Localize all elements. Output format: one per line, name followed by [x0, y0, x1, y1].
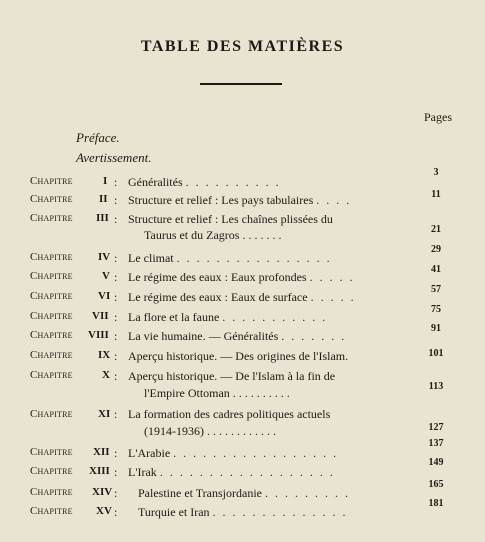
chapter-title: [128, 251, 332, 266]
chapter-number: VI: [98, 290, 111, 302]
toc-entry: [0, 349, 485, 365]
chapter-title: Aperçu historique. — De l'Islam à la fin de: [128, 369, 336, 383]
chapter-number: XI: [98, 408, 111, 420]
leader-dots: . . . . . . .: [281, 329, 347, 343]
page-number: 101: [428, 348, 444, 359]
chapter-title-text: Le climat: [128, 251, 174, 265]
chapter-title: [138, 505, 348, 520]
toc-entry: [0, 212, 485, 246]
chapter-number: XIV: [92, 486, 113, 498]
chapter-title: Structure et relief : Les chaînes plissées du: [128, 212, 333, 226]
chapter-title: [128, 349, 350, 364]
colon: :: [114, 290, 118, 304]
page-number: 29: [431, 244, 441, 255]
chapter-title-text: Palestine et Transjordanie: [138, 486, 262, 500]
chapter-label: Chapitre: [30, 290, 73, 302]
toc-entry: [0, 407, 485, 441]
chapter-number: VII: [92, 310, 109, 322]
toc-entry: [0, 189, 485, 209]
chapter-number: X: [102, 369, 110, 381]
toc-entry: [0, 323, 485, 345]
toc-entry: [0, 244, 485, 267]
toc-entry: [0, 284, 485, 306]
chapter-label: Chapitre: [30, 446, 73, 458]
chapter-title-text: La vie humaine. — Généralités: [128, 329, 279, 343]
colon: :: [114, 329, 118, 343]
chapter-title-text: Turquie et Iran: [138, 505, 210, 519]
chapter-title: [128, 446, 338, 461]
chapter-number: II: [99, 193, 108, 205]
pages-column-header: Pages: [424, 110, 452, 124]
chapter-title-continued: Taurus et du Zagros . . . . . . .: [144, 228, 282, 242]
title-rule: [200, 83, 282, 85]
front-matter-preface: Préface.: [76, 130, 120, 145]
chapter-title-text: Structure et relief : Les pays tabulaires: [128, 193, 314, 207]
colon: :: [114, 446, 118, 460]
colon: :: [114, 212, 118, 226]
chapter-number: III: [96, 212, 109, 224]
leader-dots: . . . . . . . . .: [264, 486, 350, 500]
chapter-title-text: Aperçu historique. — Des origines de l'Islam: [128, 349, 346, 363]
chapter-label: Chapitre: [30, 408, 73, 420]
chapter-number: IV: [98, 251, 111, 263]
chapter-label: Chapitre: [30, 505, 73, 517]
chapter-title: [128, 329, 346, 344]
chapter-label: Chapitre: [30, 310, 73, 322]
page-number: 137: [428, 438, 444, 449]
chapter-number: VIII: [88, 329, 109, 341]
chapter-title-continued: l'Empire Ottoman . . . . . . . . . .: [144, 386, 290, 400]
page-number: 41: [431, 264, 441, 275]
colon: :: [114, 369, 118, 383]
page-number: 75: [431, 304, 441, 315]
page-number: 181: [428, 498, 444, 509]
leader-dots: . . . . . . . . . .: [185, 175, 281, 189]
chapter-title-text: L'Arabie: [128, 446, 171, 460]
chapter-label: Chapitre: [30, 212, 73, 224]
chapter-title: [128, 465, 335, 480]
chapter-number: XII: [93, 446, 110, 458]
colon: :: [114, 251, 118, 265]
chapter-title: [128, 290, 356, 305]
chapter-title-text: L'Irak: [128, 465, 157, 479]
chapter-label: Chapitre: [30, 193, 73, 205]
toc-entry: [0, 369, 485, 403]
colon: :: [114, 486, 118, 500]
leader-dots: . . . . . . . . . . .: [222, 310, 328, 324]
colon: :: [114, 175, 118, 189]
chapter-title: [128, 193, 351, 208]
leader-dots: . . . . .: [310, 290, 356, 304]
chapter-title: [128, 310, 327, 325]
chapter-title-text: Généralités: [128, 175, 183, 189]
colon: :: [114, 270, 118, 284]
chapter-title: La formation des cadres politiques actuels: [128, 407, 331, 421]
toc-entry: [0, 304, 485, 326]
chapter-number: IX: [98, 349, 111, 361]
chapter-number: V: [102, 270, 110, 282]
chapter-label: Chapitre: [30, 175, 73, 187]
chapter-title-text: La flore et la faune: [128, 310, 220, 324]
chapter-title: [128, 175, 281, 190]
toc-entry: [0, 264, 485, 286]
page-number: 3: [433, 167, 439, 178]
colon: :: [114, 465, 118, 479]
page-number: 21: [431, 224, 441, 235]
page-number: 165: [428, 479, 444, 490]
chapter-title-text: Le régime des eaux : Eaux de surface: [128, 290, 308, 304]
colon: :: [114, 193, 118, 207]
chapter-label: Chapitre: [30, 486, 73, 498]
chapter-title: [128, 270, 355, 285]
chapter-label: Chapitre: [30, 369, 73, 381]
toc-entry: [0, 457, 485, 481]
leader-dots: . . . .: [316, 193, 352, 207]
chapter-number: XV: [96, 505, 112, 517]
chapter-label: Chapitre: [30, 251, 73, 263]
page-title: TABLE DES MATIÈRES: [140, 38, 345, 55]
page-number: 91: [431, 323, 441, 334]
chapter-label: Chapitre: [30, 329, 73, 341]
leader-dots: .: [345, 349, 351, 363]
leader-dots: . . . . .: [309, 270, 355, 284]
page-number: 113: [428, 381, 444, 392]
colon: :: [114, 505, 118, 519]
leader-dots: . . . . . . . . . . . . . . . . .: [173, 446, 339, 460]
chapter-label: Chapitre: [30, 349, 73, 361]
leader-dots: . . . . . . . . . . . . . . . .: [176, 251, 332, 265]
colon: :: [114, 349, 118, 363]
colon: :: [114, 407, 118, 421]
chapter-title-continued: (1914-1936) . . . . . . . . . . . .: [144, 424, 276, 438]
page-number: 127: [428, 422, 444, 433]
toc-entry: [0, 438, 485, 462]
toc-entry: [0, 167, 485, 191]
chapter-title: [138, 486, 350, 501]
chapter-label: Chapitre: [30, 270, 73, 282]
front-matter-avertissement: Avertissement.: [76, 150, 152, 165]
chapter-number: XIII: [89, 465, 110, 477]
chapter-title-text: Le régime des eaux : Eaux profondes: [128, 270, 307, 284]
page-number: 149: [428, 457, 444, 468]
colon: :: [114, 310, 118, 324]
toc-entry: [0, 498, 485, 521]
chapter-number: I: [103, 175, 108, 187]
chapter-label: Chapitre: [30, 465, 73, 477]
leader-dots: . . . . . . . . . . . . . .: [212, 505, 348, 519]
page-number: 11: [431, 189, 441, 200]
toc-entry: [0, 479, 485, 502]
leader-dots: . . . . . . . . . . . . . . . . . .: [159, 465, 335, 479]
page-number: 57: [431, 284, 441, 295]
